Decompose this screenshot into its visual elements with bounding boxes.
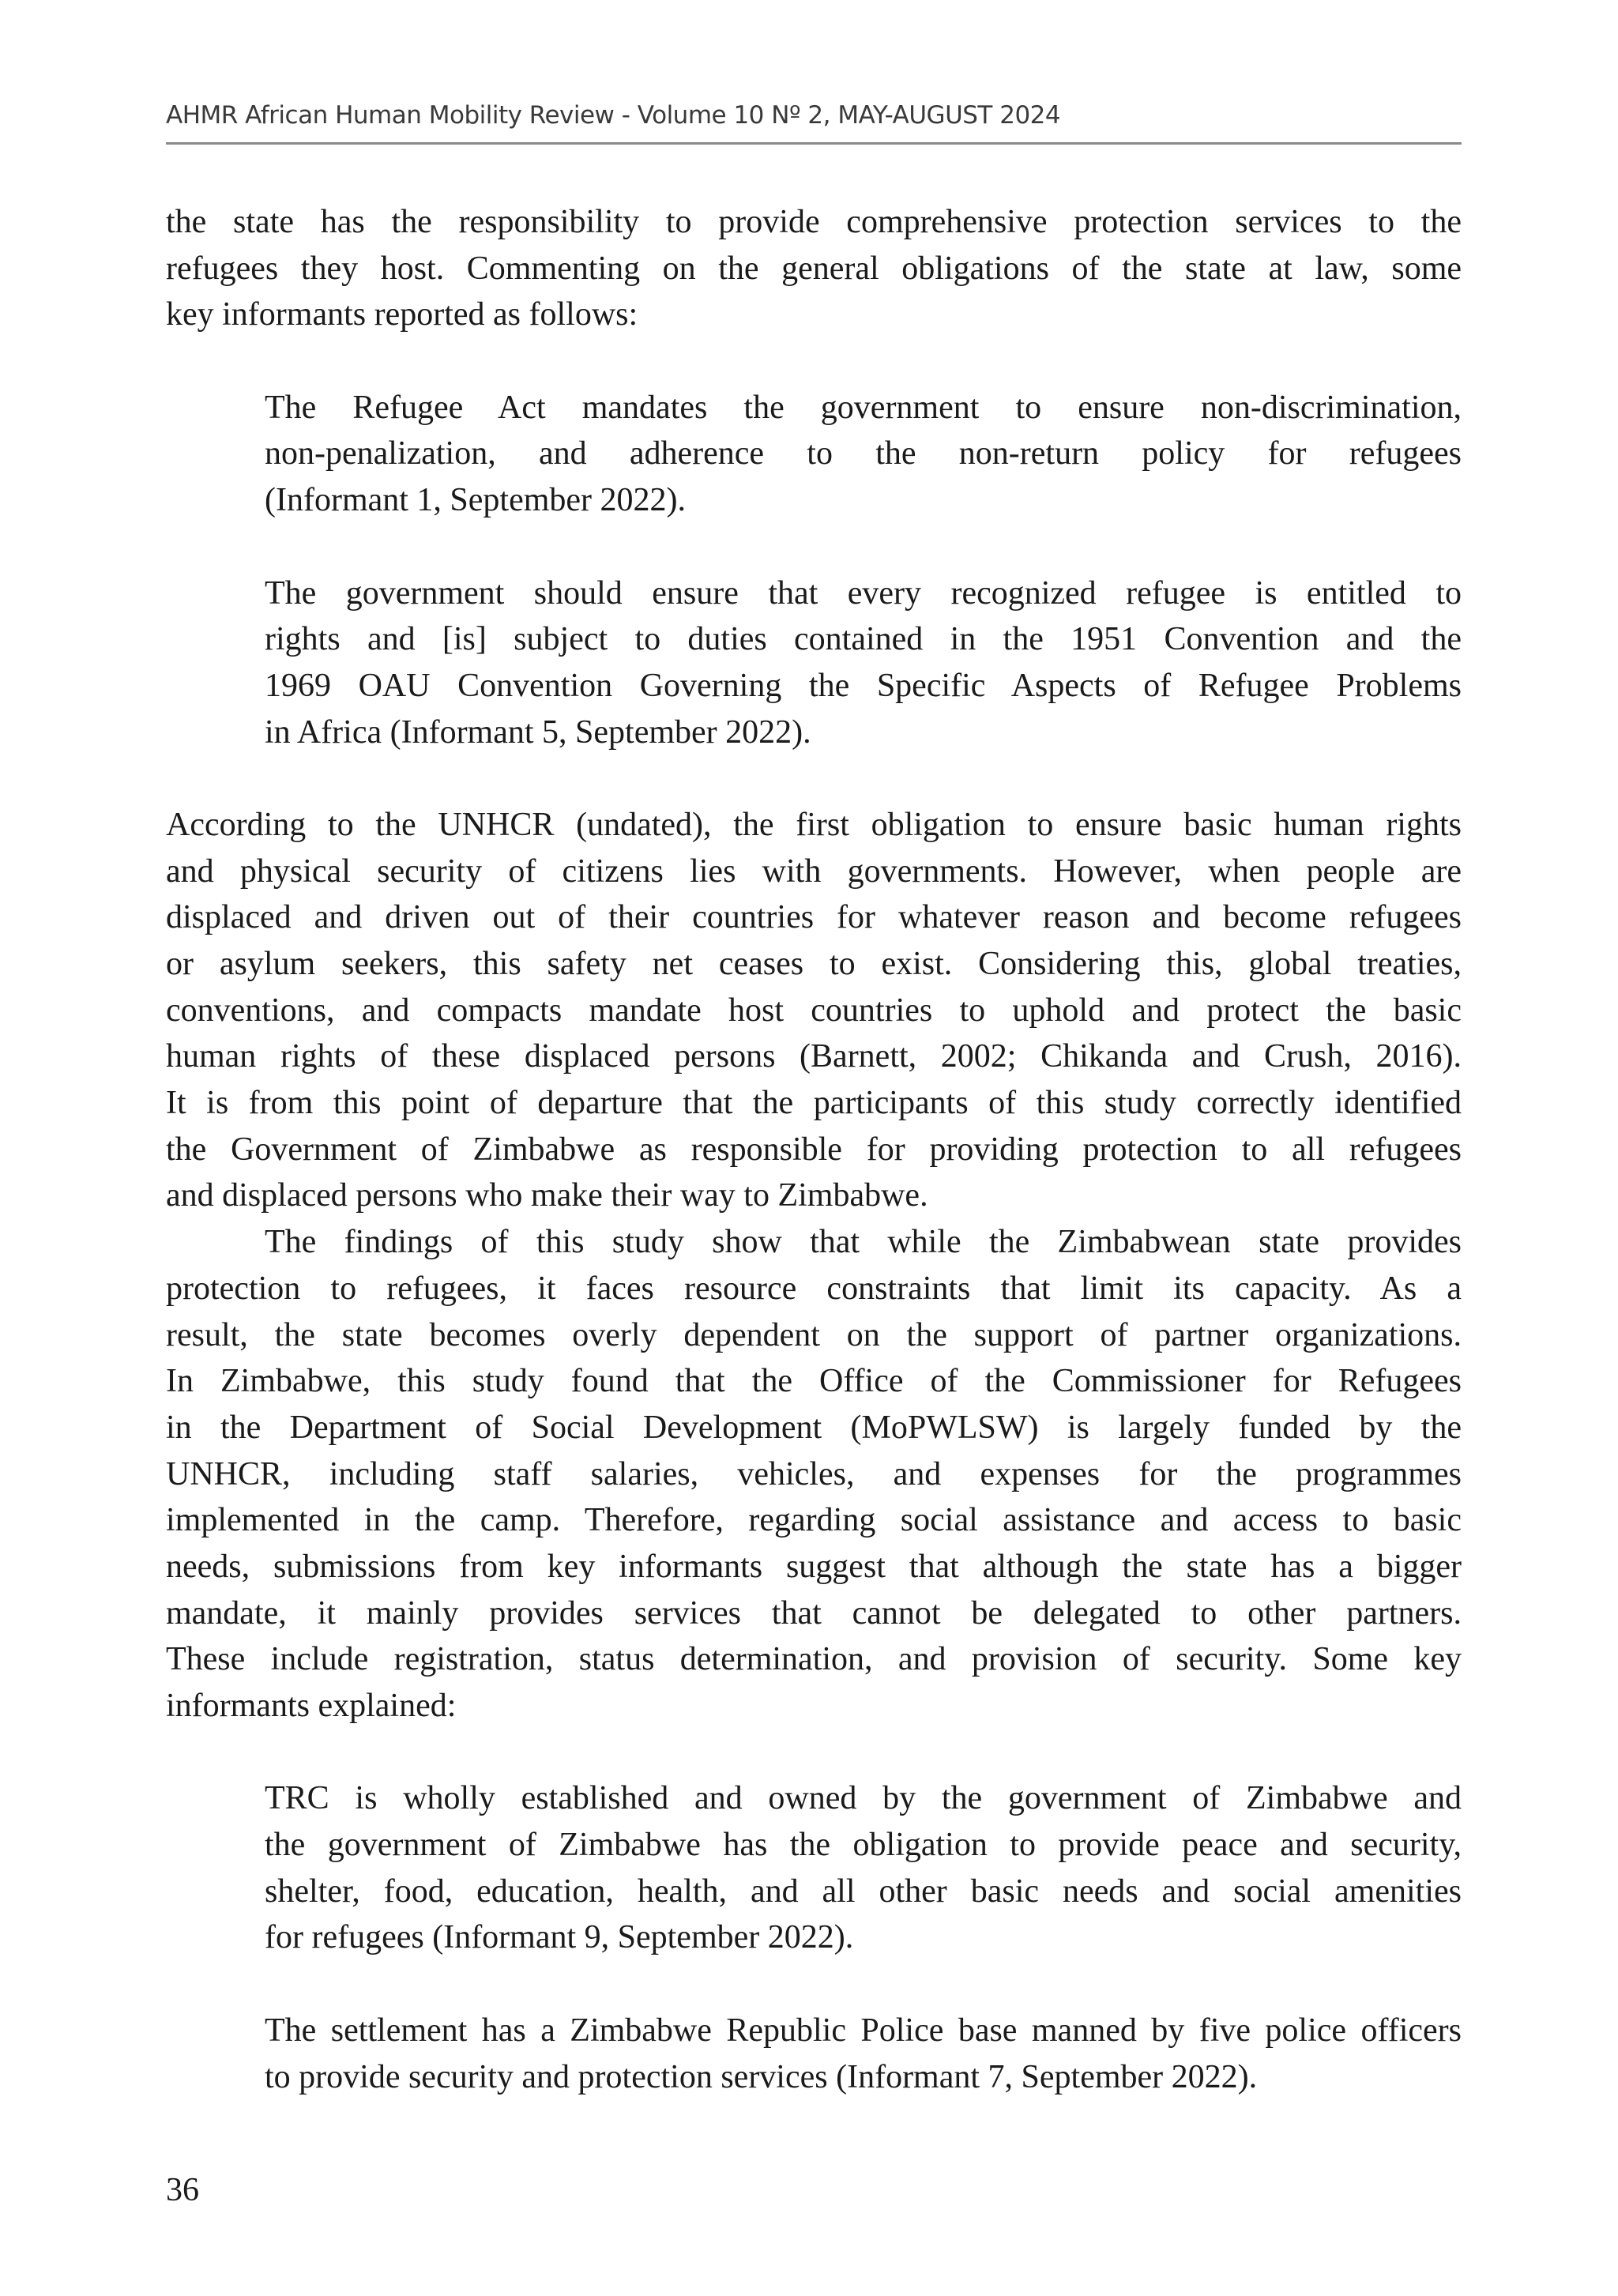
- text-line: 1969 OAU Convention Governing the Specific Aspects of Refugee Problems: [265, 667, 1462, 704]
- text-line: the government of Zimbabwe has the obligation to provide peace and security,: [265, 1827, 1462, 1864]
- block-quote: [265, 2008, 1462, 2100]
- paragraph: [166, 802, 1462, 1219]
- running-header: AHMR African Human Mobility Review - Volume 10 Nº 2, MAY-AUGUST 2024: [166, 101, 1061, 130]
- page-number: 36: [166, 2172, 199, 2208]
- text-line: The government should ensure that every recognized refugee is entitled to: [265, 574, 1462, 612]
- text-line: for refugees (Informant 9, September 2022).: [265, 1919, 854, 1956]
- text-line: In Zimbabwe, this study found that the Office of the Commissioner for Refugees: [166, 1363, 1462, 1400]
- text-line: These include registration, status determination, and provision of security. Some key: [166, 1641, 1462, 1678]
- text-line: According to the UNHCR (undated), the first obligation to ensure basic human rights: [166, 806, 1462, 843]
- text-line: and displaced persons who make their way to Zimbabwe.: [166, 1177, 928, 1214]
- block-quote: [265, 385, 1462, 524]
- text-line: (Informant 1, September 2022).: [265, 482, 687, 519]
- text-line: rights and [is] subject to duties contained in the 1951 Convention and the: [265, 621, 1462, 658]
- text-line: the Government of Zimbabwe as responsible for providing protection to all refugees: [166, 1131, 1462, 1168]
- text-line: The settlement has a Zimbabwe Republic Police base manned by five police officers: [265, 2012, 1462, 2049]
- text-line: mandate, it mainly provides services that cannot be delegated to other partners.: [166, 1594, 1462, 1632]
- text-line: displaced and driven out of their countries for whatever reason and become refugees: [166, 899, 1462, 936]
- text-line: conventions, and compacts mandate host countries to uphold and protect the basic: [166, 992, 1462, 1029]
- paragraph: [166, 199, 1462, 338]
- text-line: and physical security of citizens lies with governments. However, when people are: [166, 853, 1462, 890]
- text-line: in Africa (Informant 5, September 2022).: [265, 713, 811, 751]
- text-line: refugees they host. Commenting on the general obligations of the state at law, some: [166, 250, 1462, 287]
- text-line: informants explained:: [166, 1688, 457, 1724]
- text-line: to provide security and protection services (Informant 7, September 2022).: [265, 2058, 1258, 2095]
- text-line: It is from this point of departure that the participants of this study correctly identified: [166, 1085, 1462, 1122]
- text-line: result, the state becomes overly dependent on the support of partner organizations.: [166, 1316, 1462, 1353]
- block-quote: [265, 1775, 1462, 1961]
- text-line: implemented in the camp. Therefore, regarding social assistance and access to basic: [166, 1502, 1462, 1539]
- text-line: the state has the responsibility to provide comprehensive protection services to the: [166, 204, 1462, 240]
- text-line: TRC is wholly established and owned by the government of Zimbabwe and: [265, 1780, 1462, 1817]
- text-line: shelter, food, education, health, and all other basic needs and social amenities: [265, 1873, 1462, 1910]
- text-line: protection to refugees, it faces resource constraints that limit its capacity. As a: [166, 1270, 1462, 1307]
- block-quote: [265, 570, 1462, 756]
- text-line: human rights of these displaced persons (Barnett, 2002; Chikanda and Crush, 2016).: [166, 1038, 1462, 1075]
- text-line: UNHCR, including staff salaries, vehicles, and expenses for the programmes: [166, 1455, 1462, 1492]
- text-line: key informants reported as follows:: [166, 296, 638, 333]
- article-body: [166, 199, 1462, 2100]
- text-line: or asylum seekers, this safety net ceases to exist. Considering this, global treaties,: [166, 946, 1462, 982]
- text-line: non-penalization, and adherence to the non-return policy for refugees: [265, 435, 1462, 472]
- text-line: The findings of this study show that while the Zimbabwean state provides: [265, 1224, 1462, 1261]
- paragraph: [166, 1219, 1462, 1730]
- header-divider: [166, 142, 1462, 145]
- text-line: The Refugee Act mandates the government to ensure non-discrimination,: [265, 389, 1462, 426]
- text-line: in the Department of Social Development (MoPWLSW) is largely funded by the: [166, 1409, 1462, 1446]
- text-line: needs, submissions from key informants suggest that although the state has a bigger: [166, 1548, 1462, 1585]
